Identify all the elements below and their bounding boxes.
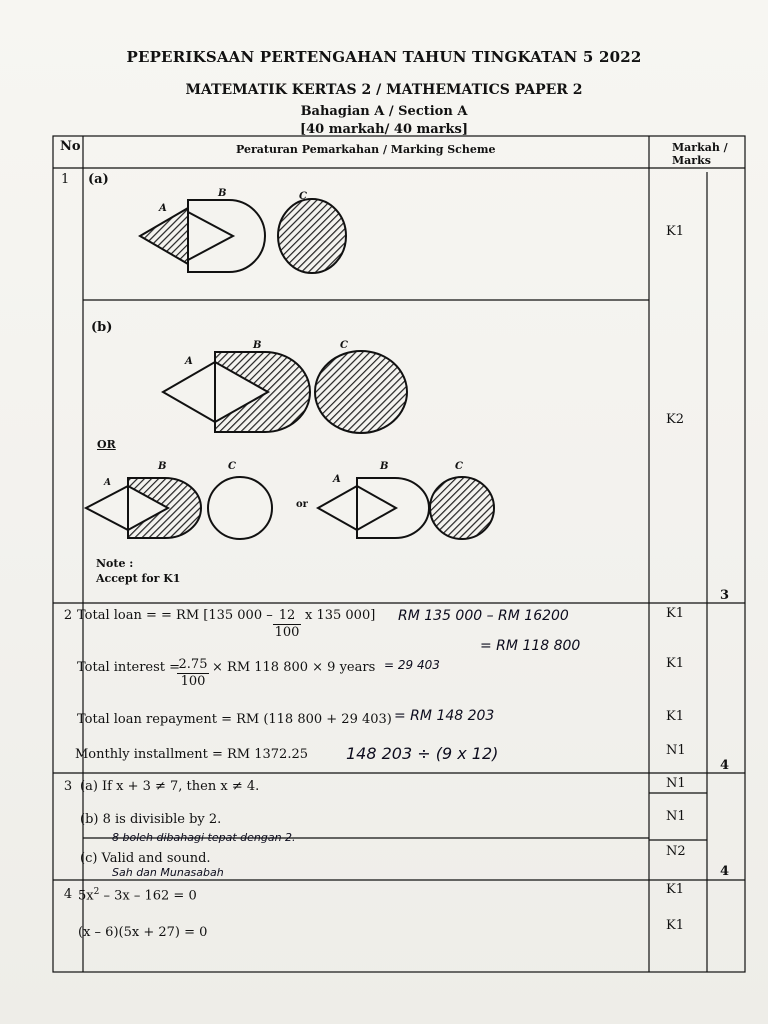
mark-n1: N1 (666, 776, 686, 791)
mark-k1: K1 (666, 224, 684, 239)
answer-line: (a) If x + 3 ≠ 7, then x ≠ 4. (80, 779, 260, 794)
mark-k1: K1 (666, 882, 684, 897)
fraction: $\frac{2.75}{100}$ (178, 657, 208, 689)
set-label-a: A (159, 203, 167, 214)
mark-n1: N1 (666, 809, 686, 824)
question-total-marks: 4 (720, 758, 730, 773)
venn-or-left (86, 477, 272, 539)
question-total-marks: 3 (720, 588, 730, 603)
note-label: Note : (96, 557, 134, 570)
set-label-b: B (253, 340, 262, 351)
venn-1b (163, 351, 407, 433)
equation-line: (x – 6)(5x + 27) = 0 (78, 925, 208, 940)
working-line: Total interest = (77, 660, 181, 675)
or-label: OR (97, 438, 116, 451)
question-number: 4 (63, 887, 73, 902)
part-label: (a) (88, 172, 109, 187)
mark-n2: N2 (666, 844, 686, 859)
note-accept: Accept for K1 (96, 572, 181, 585)
answer-line: (b) 8 is divisible by 2. (80, 812, 222, 827)
working-line: Total loan repayment = RM (118 800 + 29 403) (77, 712, 392, 727)
equation-line: $5x^2 - 3x - 162 = 0$ (78, 887, 197, 904)
set-label-c: C (228, 461, 236, 472)
part-label: (b) (91, 320, 113, 335)
venn-or-right (318, 477, 494, 539)
fraction: $\frac{12}{100}$ (274, 608, 300, 640)
mark-k2: K2 (666, 412, 684, 427)
working-line: Monthly installment = RM 1372.25 (75, 747, 308, 762)
working-line-end: x 135 000] (305, 608, 376, 623)
set-label-c: C (455, 461, 463, 472)
set-label-b: B (380, 461, 389, 472)
handwritten-note: 8 boleh dibahagi tepat dengan 2. (112, 831, 296, 844)
set-label-b: B (218, 188, 227, 199)
handwritten-note: = RM 148 203 (394, 708, 495, 724)
handwritten-note: 148 203 ÷ (9 x 12) (346, 744, 499, 763)
or-small-label: or (296, 499, 308, 510)
section-marks: [40 markah/ 40 marks] (299, 122, 469, 137)
answer-line: (c) Valid and sound. (80, 851, 211, 866)
mark-k1: K1 (666, 656, 684, 671)
question-number: 3 (63, 779, 73, 794)
venn-1a (140, 199, 346, 273)
paper-title: MATEMATIK KERTAS 2 / MATHEMATICS PAPER 2 (185, 82, 583, 98)
col-header-no: No (60, 139, 81, 154)
mark-n1: N1 (666, 743, 686, 758)
mark-k1: K1 (666, 918, 684, 933)
exam-title: PEPERIKSAAN PERTENGAHAN TAHUN TINGKATAN 5 2022 (126, 48, 642, 66)
col-header-scheme: Peraturan Pemarkahan / Marking Scheme (236, 143, 496, 156)
working-line: Total loan = = RM [135 000 – (77, 608, 273, 623)
set-label-a: A (104, 478, 111, 488)
handwritten-note: = 29 403 (384, 658, 440, 672)
set-label-a: A (333, 474, 341, 485)
handwritten-note: RM 135 000 – RM 16200 (398, 608, 569, 624)
set-label-a: A (185, 356, 193, 367)
set-label-c: C (299, 191, 307, 202)
handwritten-note: = RM 118 800 (480, 638, 581, 654)
working-line-end: × RM 118 800 × 9 years (212, 660, 376, 675)
handwritten-note: Sah dan Munasabah (112, 866, 224, 879)
set-label-b: B (158, 461, 167, 472)
set-label-c: C (340, 340, 348, 351)
question-total-marks: 4 (720, 864, 730, 879)
section-title: Bahagian A / Section A (300, 104, 468, 119)
question-number: 1 (61, 172, 70, 187)
mark-k1: K1 (666, 606, 684, 621)
col-header-marks: Markah / Marks (672, 141, 728, 167)
mark-k1: K1 (666, 709, 684, 724)
question-number: 2 (63, 608, 73, 623)
